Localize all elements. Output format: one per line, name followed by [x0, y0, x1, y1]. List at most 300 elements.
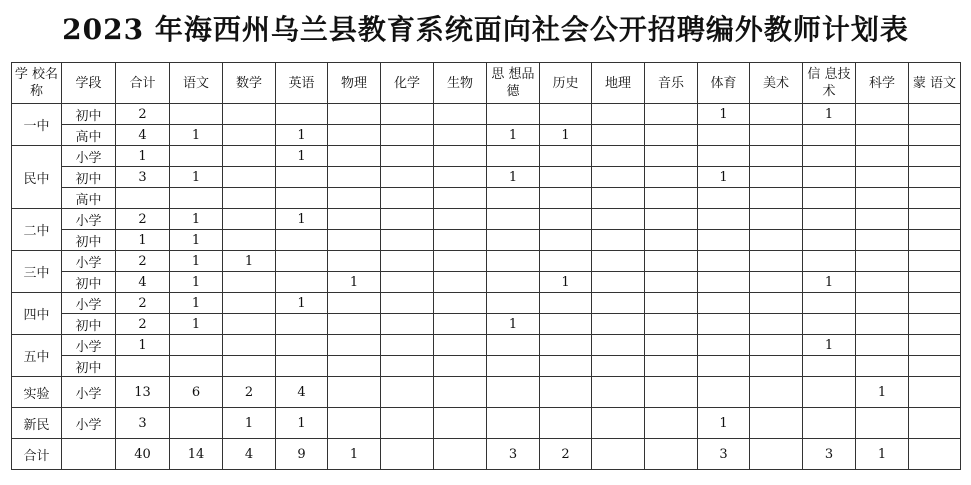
count-cell: 2	[116, 293, 170, 314]
count-cell	[592, 335, 645, 356]
recruitment-plan-table	[11, 62, 961, 470]
count-cell: 3	[116, 408, 170, 439]
count-cell	[223, 104, 276, 125]
page-title: 2023 年海西州乌兰县教育系统面向社会公开招聘编外教师计划表	[62, 13, 909, 46]
table-row	[12, 104, 961, 125]
header-cell: 体育	[698, 63, 750, 104]
header-cell: 化学	[381, 63, 434, 104]
count-cell	[540, 209, 592, 230]
total-count-cell: 9	[276, 439, 328, 470]
count-cell: 1	[698, 167, 750, 188]
count-cell	[592, 408, 645, 439]
count-cell	[592, 209, 645, 230]
count-cell	[328, 251, 381, 272]
count-cell	[381, 209, 434, 230]
count-cell	[540, 146, 592, 167]
count-cell: 1	[170, 251, 223, 272]
header-cell: 信 息技术	[803, 63, 856, 104]
total-count-cell: 1	[328, 439, 381, 470]
total-count-cell	[750, 439, 803, 470]
count-cell	[698, 335, 750, 356]
count-cell	[750, 188, 803, 209]
table-row	[12, 230, 961, 251]
count-cell: 1	[170, 272, 223, 293]
count-cell	[487, 188, 540, 209]
count-cell	[170, 104, 223, 125]
count-cell	[381, 188, 434, 209]
count-cell	[276, 356, 328, 377]
total-count-cell: 2	[540, 439, 592, 470]
count-cell	[170, 408, 223, 439]
table-row	[12, 356, 961, 377]
count-cell	[328, 167, 381, 188]
count-cell	[645, 272, 698, 293]
count-cell	[750, 209, 803, 230]
count-cell	[328, 125, 381, 146]
count-cell: 1	[803, 104, 856, 125]
count-cell	[645, 356, 698, 377]
count-cell	[328, 146, 381, 167]
count-cell	[381, 408, 434, 439]
count-cell	[750, 272, 803, 293]
header-cell: 生物	[434, 63, 487, 104]
count-cell	[856, 209, 909, 230]
count-cell	[856, 104, 909, 125]
count-cell	[276, 230, 328, 251]
count-cell	[645, 146, 698, 167]
count-cell	[803, 230, 856, 251]
count-cell: 1	[487, 125, 540, 146]
count-cell: 4	[116, 125, 170, 146]
count-cell	[909, 335, 961, 356]
count-cell	[276, 188, 328, 209]
count-cell: 1	[116, 335, 170, 356]
count-cell	[381, 251, 434, 272]
count-cell	[698, 209, 750, 230]
stage-cell: 高中	[62, 125, 116, 146]
count-cell	[487, 356, 540, 377]
count-cell	[381, 104, 434, 125]
count-cell	[645, 314, 698, 335]
stage-cell: 高中	[62, 188, 116, 209]
count-cell	[750, 314, 803, 335]
count-cell	[381, 146, 434, 167]
count-cell	[276, 272, 328, 293]
header-cell: 学段	[62, 63, 116, 104]
count-cell	[856, 146, 909, 167]
count-cell	[592, 125, 645, 146]
count-cell: 2	[116, 104, 170, 125]
count-cell: 2	[116, 251, 170, 272]
total-count-cell	[645, 439, 698, 470]
count-cell	[856, 230, 909, 251]
count-cell	[381, 230, 434, 251]
count-cell	[803, 188, 856, 209]
count-cell	[276, 251, 328, 272]
count-cell	[434, 251, 487, 272]
count-cell	[540, 251, 592, 272]
count-cell	[750, 251, 803, 272]
count-cell	[592, 230, 645, 251]
table-row	[12, 146, 961, 167]
count-cell	[381, 125, 434, 146]
count-cell: 1	[116, 146, 170, 167]
count-cell: 1	[803, 272, 856, 293]
count-cell	[909, 408, 961, 439]
count-cell	[223, 272, 276, 293]
count-cell	[909, 125, 961, 146]
count-cell	[803, 408, 856, 439]
count-cell	[856, 251, 909, 272]
count-cell	[645, 230, 698, 251]
count-cell	[592, 104, 645, 125]
count-cell	[856, 408, 909, 439]
stage-cell: 小学	[62, 209, 116, 230]
count-cell	[698, 188, 750, 209]
count-cell	[645, 251, 698, 272]
count-cell	[434, 209, 487, 230]
count-cell: 1	[276, 125, 328, 146]
count-cell: 1	[170, 125, 223, 146]
count-cell: 1	[698, 408, 750, 439]
count-cell	[909, 188, 961, 209]
count-cell	[223, 335, 276, 356]
count-cell	[540, 230, 592, 251]
total-count-cell	[381, 439, 434, 470]
count-cell	[223, 230, 276, 251]
count-cell	[170, 335, 223, 356]
count-cell	[223, 293, 276, 314]
header-cell: 地理	[592, 63, 645, 104]
count-cell: 1	[540, 272, 592, 293]
count-cell: 4	[276, 377, 328, 408]
header-cell: 学 校名称	[12, 63, 62, 104]
total-count-cell: 4	[223, 439, 276, 470]
count-cell: 1	[276, 209, 328, 230]
total-count-cell: 3	[487, 439, 540, 470]
count-cell	[645, 104, 698, 125]
count-cell	[909, 209, 961, 230]
count-cell	[381, 272, 434, 293]
count-cell: 1	[276, 146, 328, 167]
count-cell	[645, 209, 698, 230]
count-cell: 1	[328, 272, 381, 293]
count-cell	[328, 209, 381, 230]
count-cell	[645, 125, 698, 146]
count-cell: 1	[170, 314, 223, 335]
count-cell	[698, 146, 750, 167]
count-cell	[170, 188, 223, 209]
header-cell: 合计	[116, 63, 170, 104]
count-cell	[750, 167, 803, 188]
count-cell	[434, 293, 487, 314]
table-row	[12, 377, 961, 408]
table-row	[12, 167, 961, 188]
table-row	[12, 272, 961, 293]
count-cell	[803, 314, 856, 335]
count-cell	[645, 408, 698, 439]
count-cell	[381, 293, 434, 314]
count-cell	[276, 314, 328, 335]
count-cell	[328, 377, 381, 408]
header-cell: 音乐	[645, 63, 698, 104]
school-name-cell: 民中	[12, 146, 62, 209]
count-cell	[698, 272, 750, 293]
count-cell: 1	[170, 167, 223, 188]
count-cell	[592, 251, 645, 272]
school-name-cell: 实验	[12, 377, 62, 408]
table-row	[12, 251, 961, 272]
count-cell	[909, 230, 961, 251]
total-count-cell: 40	[116, 439, 170, 470]
table-row	[12, 314, 961, 335]
count-cell: 2	[116, 209, 170, 230]
count-cell	[909, 314, 961, 335]
count-cell	[856, 125, 909, 146]
stage-cell: 小学	[62, 293, 116, 314]
count-cell	[645, 293, 698, 314]
count-cell	[328, 230, 381, 251]
count-cell	[909, 167, 961, 188]
count-cell: 1	[223, 251, 276, 272]
count-cell	[434, 408, 487, 439]
count-cell: 1	[116, 230, 170, 251]
count-cell: 1	[698, 104, 750, 125]
count-cell	[750, 125, 803, 146]
total-count-cell	[434, 439, 487, 470]
stage-cell: 小学	[62, 335, 116, 356]
count-cell	[803, 209, 856, 230]
count-cell	[223, 356, 276, 377]
count-cell	[434, 125, 487, 146]
count-cell	[803, 251, 856, 272]
count-cell	[328, 293, 381, 314]
table-row	[12, 293, 961, 314]
count-cell	[909, 272, 961, 293]
count-cell	[592, 167, 645, 188]
stage-cell: 初中	[62, 167, 116, 188]
count-cell	[223, 209, 276, 230]
header-cell: 历史	[540, 63, 592, 104]
header-cell: 语文	[170, 63, 223, 104]
count-cell: 3	[116, 167, 170, 188]
school-name-cell: 四中	[12, 293, 62, 335]
count-cell	[856, 335, 909, 356]
count-cell: 1	[170, 293, 223, 314]
total-count-cell	[909, 439, 961, 470]
count-cell	[328, 408, 381, 439]
count-cell: 1	[223, 408, 276, 439]
header-cell: 数学	[223, 63, 276, 104]
count-cell	[540, 188, 592, 209]
table-row	[12, 209, 961, 230]
count-cell	[856, 188, 909, 209]
school-name-cell: 新民	[12, 408, 62, 439]
header-cell: 思 想品德	[487, 63, 540, 104]
count-cell	[540, 104, 592, 125]
count-cell	[434, 146, 487, 167]
count-cell	[803, 167, 856, 188]
count-cell	[803, 293, 856, 314]
count-cell	[803, 356, 856, 377]
table-row	[12, 125, 961, 146]
count-cell	[645, 167, 698, 188]
count-cell	[698, 125, 750, 146]
header-cell: 英语	[276, 63, 328, 104]
school-name-cell: 三中	[12, 251, 62, 293]
count-cell	[540, 356, 592, 377]
header-cell: 美术	[750, 63, 803, 104]
count-cell	[328, 314, 381, 335]
count-cell	[487, 230, 540, 251]
count-cell	[328, 104, 381, 125]
count-cell	[487, 408, 540, 439]
count-cell	[750, 230, 803, 251]
count-cell	[116, 356, 170, 377]
count-cell	[909, 293, 961, 314]
count-cell	[698, 314, 750, 335]
count-cell	[592, 356, 645, 377]
header-cell: 物理	[328, 63, 381, 104]
count-cell	[856, 272, 909, 293]
count-cell	[645, 377, 698, 408]
count-cell	[540, 335, 592, 356]
table-row	[12, 188, 961, 209]
count-cell	[487, 251, 540, 272]
count-cell	[750, 377, 803, 408]
count-cell	[750, 335, 803, 356]
count-cell	[698, 251, 750, 272]
count-cell	[223, 188, 276, 209]
count-cell: 1	[276, 408, 328, 439]
count-cell	[540, 293, 592, 314]
total-count-cell: 14	[170, 439, 223, 470]
count-cell: 1	[856, 377, 909, 408]
count-cell: 6	[170, 377, 223, 408]
stage-cell: 小学	[62, 146, 116, 167]
count-cell	[909, 146, 961, 167]
count-cell	[328, 335, 381, 356]
count-cell	[698, 293, 750, 314]
count-cell: 1	[170, 209, 223, 230]
stage-cell: 初中	[62, 230, 116, 251]
count-cell: 2	[116, 314, 170, 335]
count-cell	[434, 272, 487, 293]
total-count-cell	[592, 439, 645, 470]
count-cell	[540, 377, 592, 408]
count-cell	[856, 356, 909, 377]
count-cell	[434, 335, 487, 356]
count-cell	[434, 230, 487, 251]
count-cell	[750, 146, 803, 167]
count-cell	[328, 356, 381, 377]
count-cell: 1	[276, 293, 328, 314]
count-cell	[856, 314, 909, 335]
count-cell	[803, 146, 856, 167]
stage-cell: 初中	[62, 356, 116, 377]
count-cell	[592, 314, 645, 335]
count-cell	[487, 146, 540, 167]
count-cell	[381, 167, 434, 188]
count-cell	[909, 104, 961, 125]
count-cell: 13	[116, 377, 170, 408]
count-cell	[328, 188, 381, 209]
count-cell	[909, 356, 961, 377]
stage-cell: 初中	[62, 104, 116, 125]
total-count-cell: 3	[698, 439, 750, 470]
count-cell	[487, 377, 540, 408]
count-cell	[170, 146, 223, 167]
count-cell	[487, 272, 540, 293]
total-count-cell: 1	[856, 439, 909, 470]
count-cell	[645, 335, 698, 356]
count-cell	[698, 230, 750, 251]
total-count-cell: 3	[803, 439, 856, 470]
count-cell	[487, 209, 540, 230]
count-cell	[803, 377, 856, 408]
count-cell	[540, 408, 592, 439]
count-cell	[698, 377, 750, 408]
count-cell	[750, 104, 803, 125]
count-cell	[434, 377, 487, 408]
count-cell	[276, 335, 328, 356]
stage-cell: 小学	[62, 377, 116, 408]
count-cell	[592, 146, 645, 167]
header-cell: 蒙 语文	[909, 63, 961, 104]
count-cell	[750, 356, 803, 377]
count-cell: 1	[170, 230, 223, 251]
count-cell	[434, 188, 487, 209]
count-cell	[803, 125, 856, 146]
count-cell	[909, 251, 961, 272]
table-row	[12, 408, 961, 439]
count-cell: 1	[487, 314, 540, 335]
count-cell	[276, 167, 328, 188]
school-name-cell: 五中	[12, 335, 62, 377]
count-cell	[381, 314, 434, 335]
count-cell	[381, 335, 434, 356]
count-cell	[223, 167, 276, 188]
count-cell	[381, 377, 434, 408]
count-cell	[434, 104, 487, 125]
stage-cell: 初中	[62, 314, 116, 335]
count-cell	[381, 356, 434, 377]
count-cell	[750, 408, 803, 439]
count-cell	[856, 293, 909, 314]
count-cell: 1	[487, 167, 540, 188]
total-label-cell: 合计	[12, 439, 62, 470]
count-cell	[487, 293, 540, 314]
count-cell	[540, 314, 592, 335]
count-cell: 1	[540, 125, 592, 146]
school-name-cell: 二中	[12, 209, 62, 251]
stage-cell: 小学	[62, 251, 116, 272]
count-cell	[434, 314, 487, 335]
count-cell	[223, 125, 276, 146]
count-cell	[276, 104, 328, 125]
count-cell	[223, 314, 276, 335]
count-cell	[592, 377, 645, 408]
count-cell	[223, 146, 276, 167]
count-cell	[592, 293, 645, 314]
total-row	[12, 439, 961, 470]
count-cell	[434, 167, 487, 188]
school-name-cell: 一中	[12, 104, 62, 146]
count-cell: 4	[116, 272, 170, 293]
count-cell	[487, 335, 540, 356]
count-cell	[909, 377, 961, 408]
stage-cell: 初中	[62, 272, 116, 293]
